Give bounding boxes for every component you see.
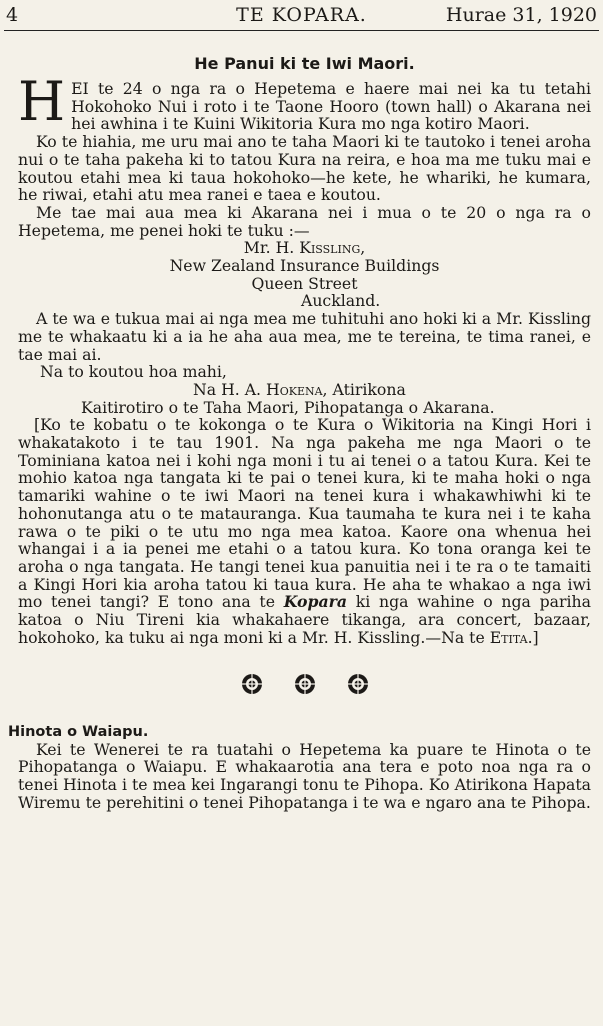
article-paragraph-1 <box>18 70 591 134</box>
signature-line <box>18 381 591 399</box>
closing-line: Na to koutou hoa mahi, <box>40 362 227 382</box>
signature-prefix: Na H. A. <box>193 379 267 399</box>
address-surname: Kissling, <box>299 238 366 258</box>
signature-suffix: , Atirikona <box>322 379 406 399</box>
page-header <box>6 2 597 28</box>
editor-note <box>18 416 591 646</box>
address-line-building: New Zealand Insurance Buildings <box>169 256 440 276</box>
page-number: 4 <box>6 4 19 26</box>
flower-ornament-icon <box>347 673 369 695</box>
address-name-prefix: Mr. H. <box>243 238 300 258</box>
issue-date: Hurae 31, 1920 <box>445 4 597 26</box>
section-divider <box>18 673 591 699</box>
address-name <box>18 239 591 257</box>
publication-title: TE KOPARA. <box>236 4 367 26</box>
flower-ornament-icon <box>294 673 316 695</box>
article-paragraph-2: Ko te hiahia, me uru mai ano te taha Maori ki te tautoko i tenei aroha nui o te taha pakeha ki to tatou Kura na reira, e hoa ma me tuku mai e koutou etahi mea ki taua hokohoko—he kete, he whariki, he kumara, he riwai, etahi atu mea ranei e taea e koutou. <box>18 132 591 205</box>
editor-note-signoff: Etita <box>489 627 528 647</box>
section-paragraph: Kei te Wenerei te ra tuatahi o Hepetema ka puare te Hinota o te Pihopatanga o Waiapu. E whakaarotia ana tera e poto noa nga ra o tenei Hinota i te mea kei Ingarangi tonu te Pihopa. Ko Atirikona Hapata Wiremu te perehitini o tenei Pihopatanga i te wa e ngaro ana te Pihopa. <box>18 739 591 812</box>
paragraph-text: EI te 24 o nga ra o Hepetema e haere mai nei ka tu tetahi Hokohoko Nui i roto i te Taone Hooro (town hall) o Akarana nei hei awhina i te Kuini Wikitoria Kura mo nga kotiro Maori. <box>71 79 591 134</box>
drop-cap: H <box>18 70 66 133</box>
address-line-city: Auckland. <box>301 291 381 311</box>
header-rule <box>4 30 599 31</box>
article-paragraph-4: A te wa e tukua mai ai nga mea me tuhituhi ano hoki ki a Mr. Kissling me te whakaatu ki a ia he aha aua mea, me te tereina, te tima ranei, e tae mai ai. <box>18 309 591 364</box>
flower-ornament-icon <box>241 673 263 695</box>
editor-note-text-b: ki nga wahine o nga pariha katoa o Niu Tireni kia whakahaere tikanga, ara concert, bazaar, hokohoko, ka tuku ai nga moni ki a Mr. H. Kissling.—Na te <box>18 592 591 647</box>
signature-name: Hokena <box>266 379 323 399</box>
editor-note-end: .] <box>527 627 539 647</box>
article-paragraph-3: Me tae mai aua mea ki Akarana nei i mua o te 20 o nga ra o Hepetema, me penei hoki te tuku :— <box>18 202 591 240</box>
signature-title: Kaitirotiro o te Taha Maori, Pihopatanga o Akarana. <box>81 397 495 417</box>
editor-note-italic: Kopara <box>283 592 348 612</box>
mailing-address <box>18 239 591 310</box>
address-line-street: Queen Street <box>251 273 358 293</box>
section-title: Hinota o Waiapu. <box>8 723 149 740</box>
article-title: He Panui ki te Iwi Maori. <box>194 54 415 73</box>
page-content <box>8 52 591 812</box>
editor-note-text-a: [Ko te kobatu o te kokonga o te Kura o Wikitoria na Kingi Hori i whakatakoto i te tau 1901. Na nga pakeha me nga Maori o te Tominiana katoa nei i kohi nga moni i tu ai tenei o a tatou Kura. Kei te mohio katoa nga tangata ki te pai o tenei kura, ki te maha hoki o nga tamariki wahine o te iwi Maori na tenei kura i whakawhiwhi ki te hohonutanga atu o te matauranga. Kua taumaha te kura nei i te kaha rawa o te piki o te utu mo nga mea katoa. Kaore ona whenua hei whangai i a ia penei me etahi o a tatou kura. Ko tona oranga kei te aroha o nga tangata. He tangi tenei kua panuitia nei i te ra o te tamaiti a Kingi Hori kia aroha tatou ki taua kura. He aha te whakao a nga iwi mo tenei tangi? E tono ana te <box>18 415 591 612</box>
